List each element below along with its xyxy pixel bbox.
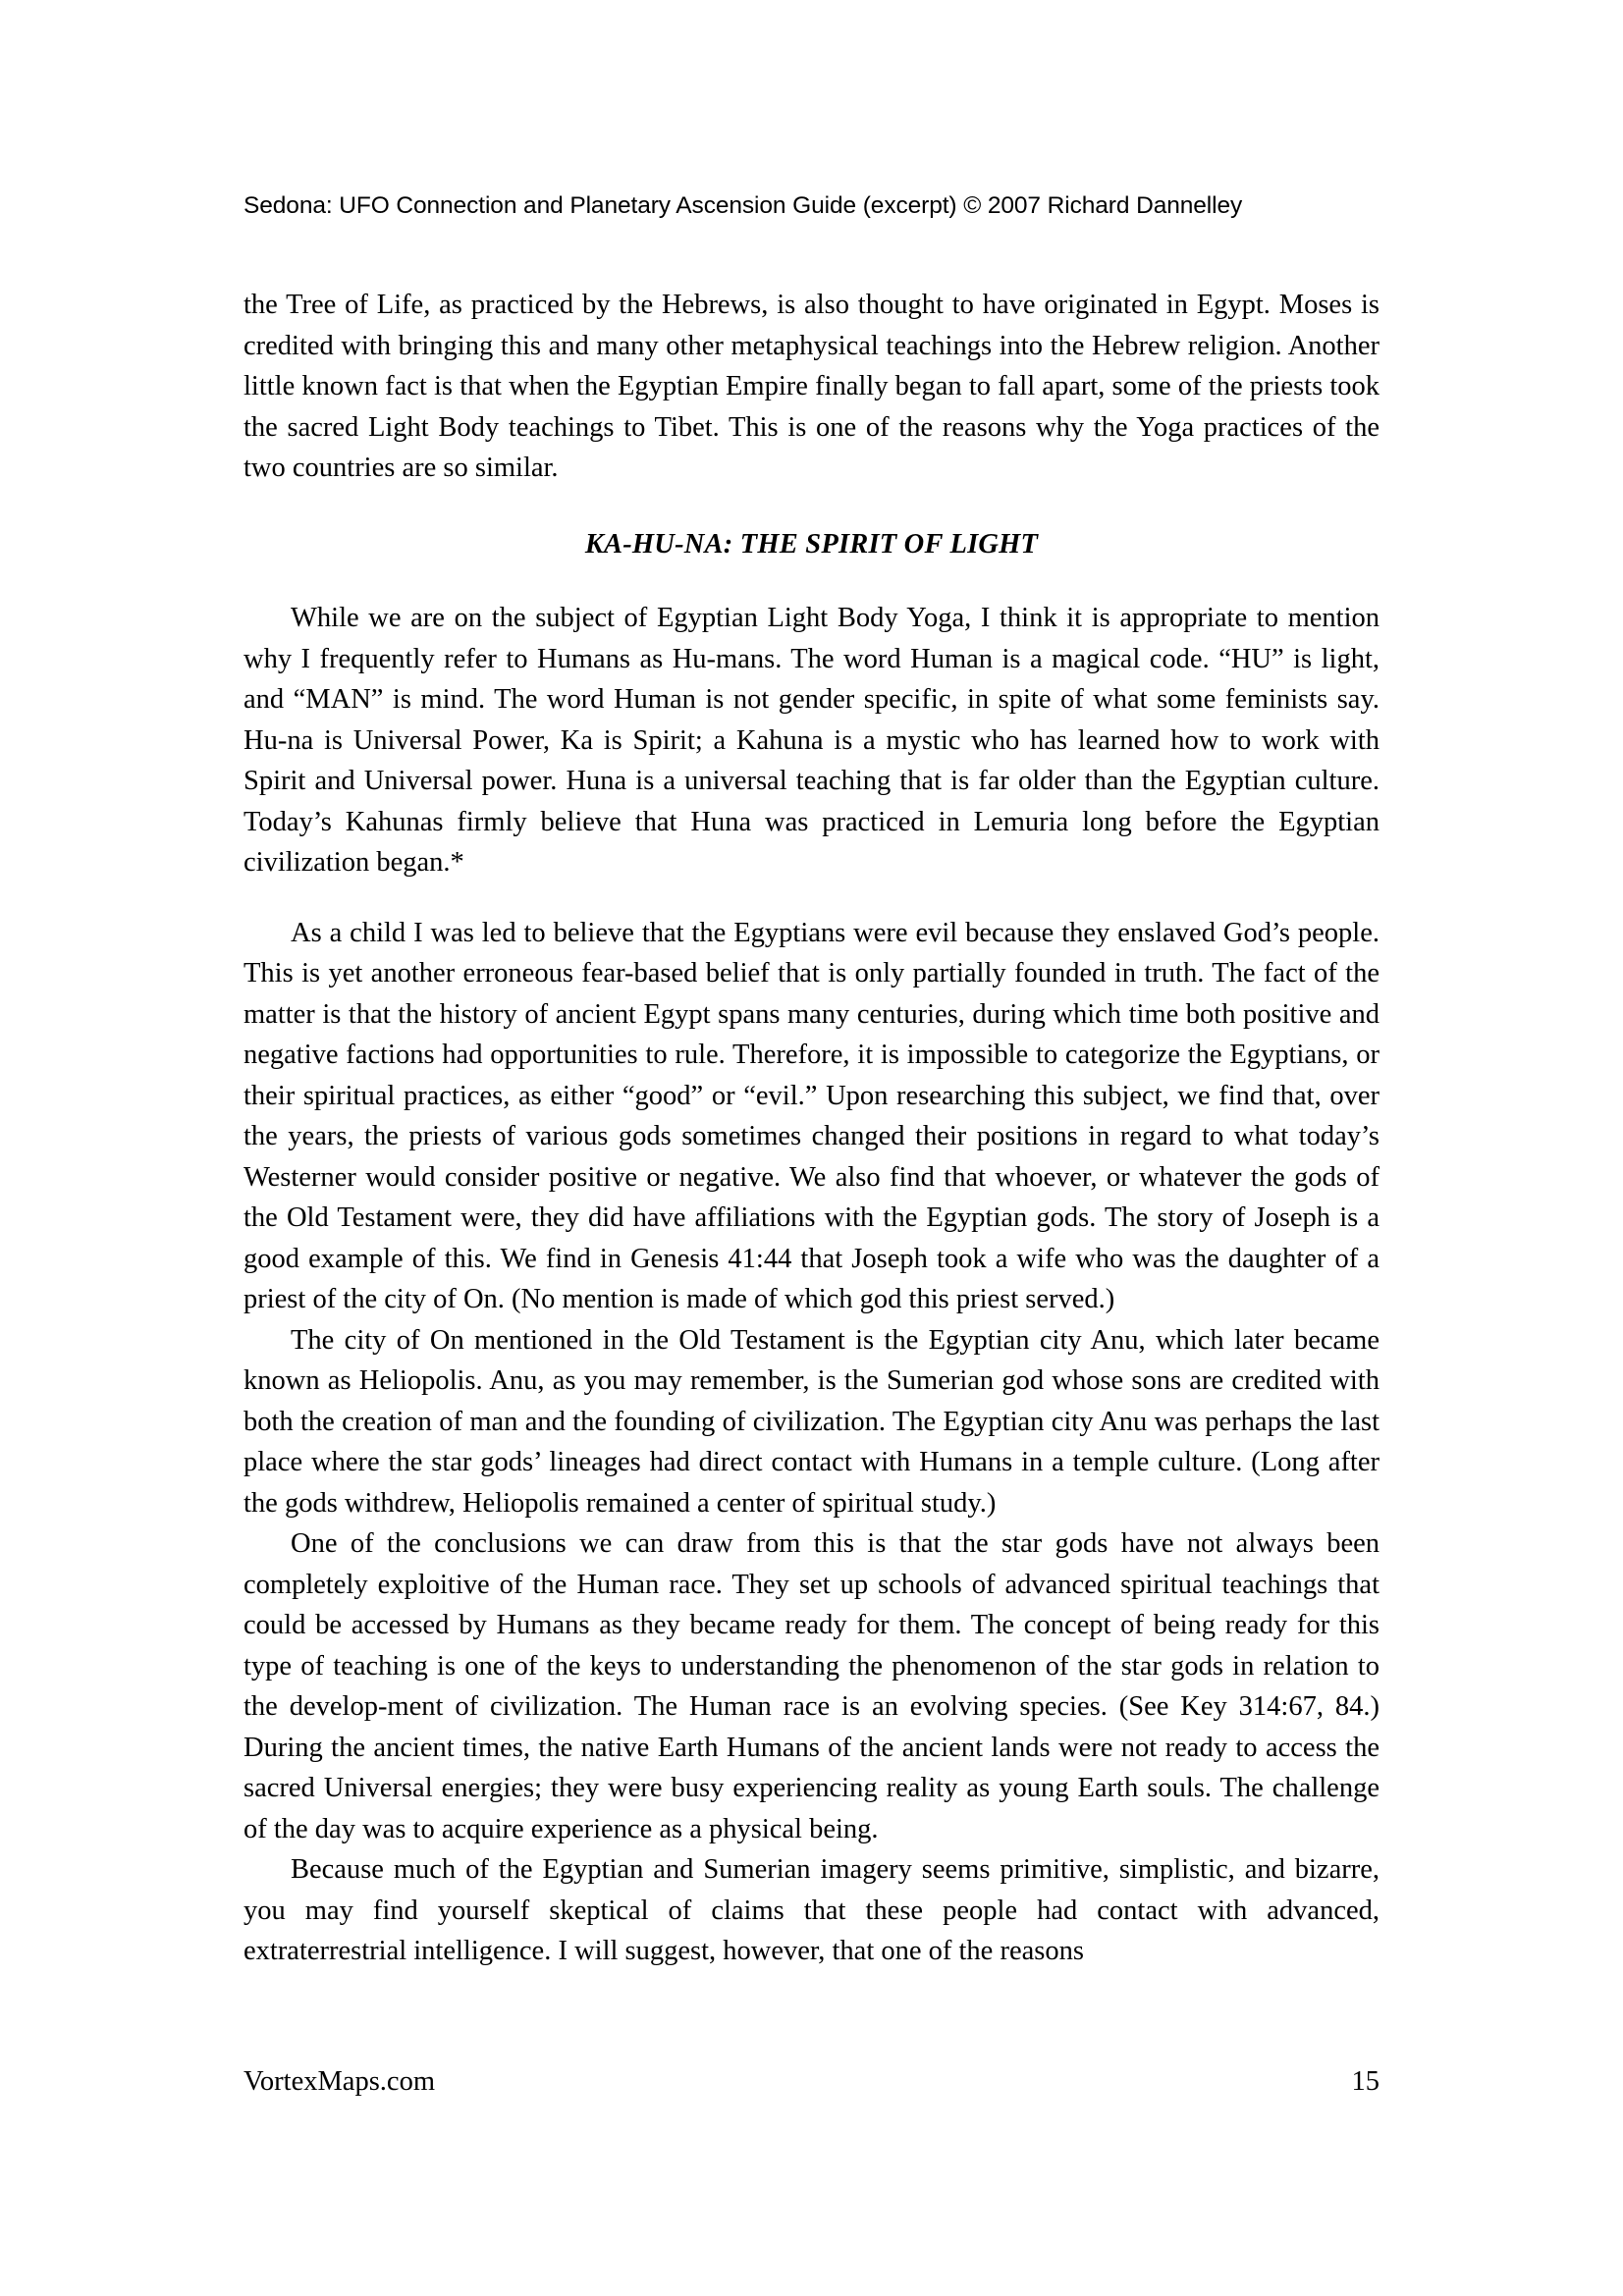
section-heading-ka-hu-na: KA-HU-NA: THE SPIRIT OF LIGHT [584, 528, 1039, 560]
page-footer [243, 2066, 1380, 2098]
running-header: Sedona: UFO Connection and Planetary Ascension Guide (excerpt) © 2007 Richard Dannelley [243, 192, 1243, 219]
paragraph-conclusions: One of the conclusions we can draw from this is that the star gods have not always been completely exploitive of the Human race. They set up schools of advanced spiritual teachings that could be accessed by Humans as they became ready for them. The concept of being ready for this type of teaching is one of the keys to understanding the phenomenon of the star gods in relation to the develop-ment of civilization. The Human race is an evolving species. (See Key 314:67, 84.) During the ancient times, the native Earth Humans of the ancient lands were not ready to access the sacred Universal energies; they were busy experiencing reality as young Earth souls. The challenge of the day was to acquire experience as a physical being. [243, 1528, 1380, 1844]
paragraph-city-of-on: The city of On mentioned in the Old Testament is the Egyptian city Anu, which later became known as Heliopolis. Anu, as you may remember, is the Sumerian god whose sons are credited with both the creation of man and the founding of civilization. The Egyptian city Anu was perhaps the last place where the star gods’ lineages had direct contact with Humans in a temple culture. (Long after the gods withdrew, Heliopolis remained a center of spiritual study.) [243, 1324, 1380, 1519]
footer-page-number: 15 [1351, 2066, 1380, 2097]
body-text-column [243, 285, 1380, 1972]
paragraph-as-a-child: As a child I was led to believe that the Egyptians were evil because they enslaved God’s people. This is yet another erroneous fear-based belief that is only partially founded in truth. The fact of the matter is that the history of ancient Egypt spans many centuries, during which time both positive and negative factions had opportunities to rule. Therefore, it is impossible to categorize the Egyptians, or their spiritual practices, as either “good” or “evil.” Upon researching this subject, we find that, over the years, the priests of various gods sometimes changed their positions in regard to what today’s Westerner would consider positive or negative. We also find that whoever, or whatever the gods of the Old Testament were, they did have affiliations with the Egyptian gods. The story of Joseph is a good example of this. We find in Genesis 41:44 that Joseph took a wife who was the daughter of a priest of the city of On. (No mention is made of which god this priest served.) [243, 917, 1380, 1314]
footer-site-name: VortexMaps.com [243, 2066, 435, 2097]
paragraph-huna-text: While we are on the subject of Egyptian Light Body Yoga, I think it is appropriate to mention why I frequently refer to Humans as Hu-mans. The word Human is a magical code. “HU” is light, and “MAN” is mind. The word Human is not gender specific, in spite of what some feminists say. Hu-na is Universal Power, Ka is Spirit; a Kahuna is a mystic who has learned how to work with Spirit and Universal power. Huna is a universal teaching that is far older than the Egyptian culture. Today’s Kahunas firmly believe that Huna was practiced in Lemuria long before the Egyptian civilization began. [243, 603, 1380, 878]
footnote-asterisk-marker: * [450, 847, 464, 878]
paragraph-tree-of-life: the Tree of Life, as practiced by the Hebrews, is also thought to have originated in Egypt. Moses is credited with bringing this and many other metaphysical teachings into the Hebrew religion. Another little known fact is that when the Egyptian Empire finally began to fall apart, some of the priests took the sacred Light Body teachings to Tibet. This is one of the reasons why the Yoga practices of the two countries are so similar. [243, 290, 1380, 483]
paragraph-huna [243, 598, 1380, 883]
section-heading-wrapper [243, 524, 1380, 565]
paragraph-because-imagery: Because much of the Egyptian and Sumerian imagery seems primitive, simplistic, and bizarre, you may find yourself skeptical of claims that these people had contact with advanced, extraterrestrial intelligence. I will suggest, however, that one of the reasons [243, 1854, 1380, 1966]
